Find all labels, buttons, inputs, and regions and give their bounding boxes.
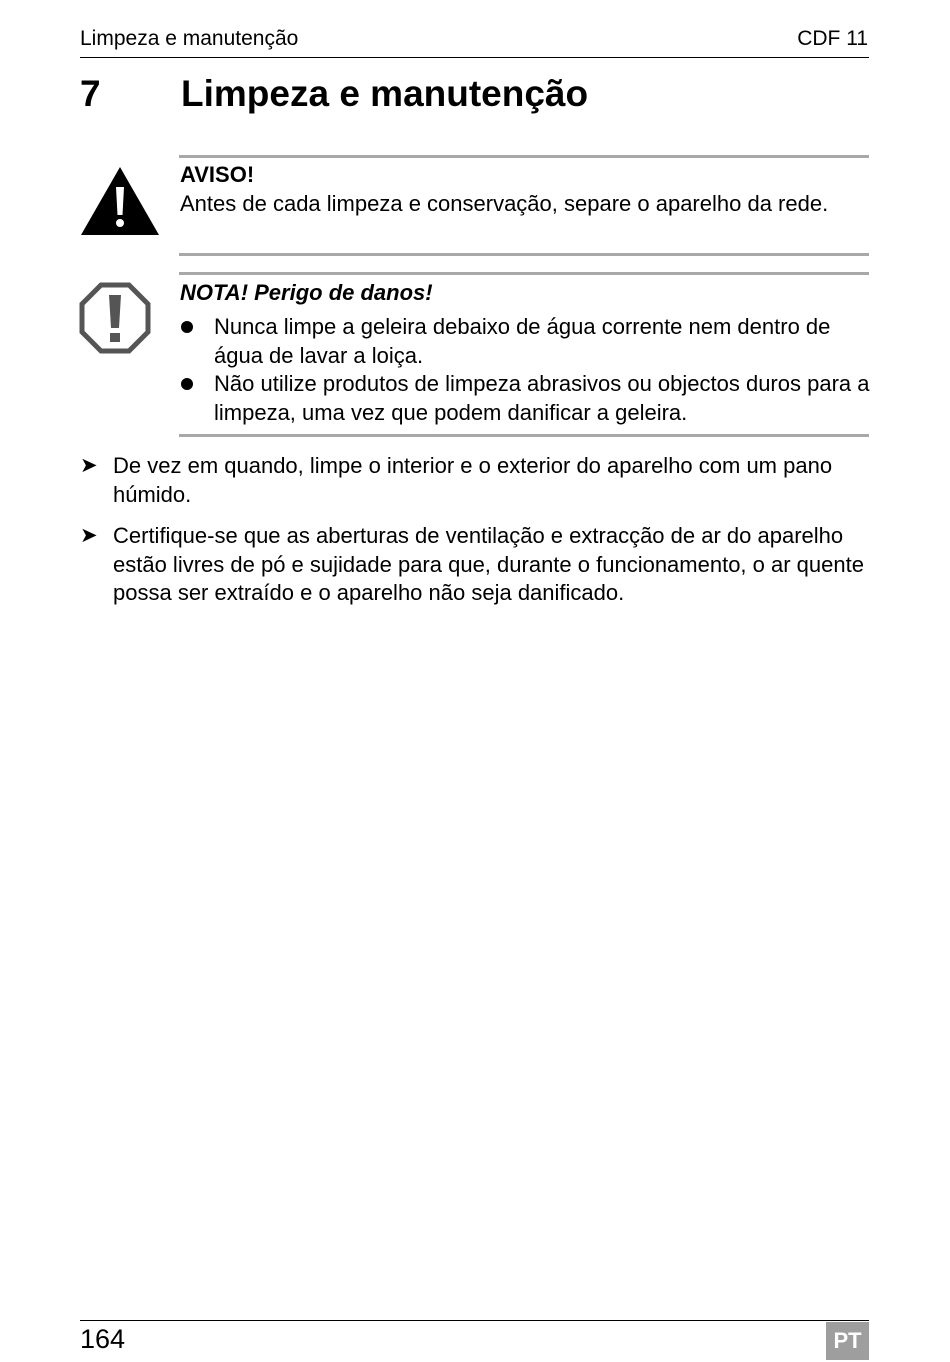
header-divider: [80, 57, 869, 58]
list-item-text: Não utilize produtos de limpeza abrasivos ou objectos duros para a limpeza, uma vez que podem danificar a geleira.: [214, 371, 870, 425]
instruction-step: [80, 452, 870, 509]
list-item: [180, 370, 870, 427]
notice-title: NOTA! Perigo de danos!: [180, 280, 433, 305]
chapter-title: Limpeza e manutenção: [181, 73, 589, 114]
running-header-model: CDF 11: [797, 27, 868, 50]
warning-title: AVISO!: [180, 162, 255, 187]
warning-triangle-icon: [79, 165, 161, 242]
running-header-section: Limpeza e manutenção: [80, 27, 299, 50]
bullet-dot-icon: [181, 321, 193, 333]
bullet-dot-icon: [181, 378, 193, 390]
instruction-step: [80, 522, 870, 608]
chapter-number: 7: [80, 73, 101, 114]
arrow-right-icon: ➤: [80, 524, 98, 547]
notice-list: [180, 313, 870, 427]
warning-text: Antes de cada limpeza e conservação, separe o aparelho da rede.: [180, 191, 829, 216]
exclamation-octagon-icon: [79, 282, 151, 359]
warning-top-rule: [179, 155, 869, 158]
notice-bottom-rule: [179, 434, 869, 437]
warning-bottom-rule: [179, 253, 869, 256]
instruction-step-text: Certifique-se que as aberturas de ventilação e extracção de ar do aparelho estão livres de pó e sujidade para que, durante o funcionamento, o ar quente possa ser extraído e o aparelho não seja danificado.: [113, 523, 864, 605]
instruction-step-text: De vez em quando, limpe o interior e o exterior do aparelho com um pano húmido.: [113, 453, 833, 507]
footer-divider: [80, 1320, 869, 1321]
page-number: 164: [80, 1324, 126, 1354]
arrow-right-icon: ➤: [80, 454, 98, 477]
list-item: [180, 313, 870, 370]
notice-top-rule: [179, 272, 869, 275]
list-item-text: Nunca limpe a geleira debaixo de água corrente nem dentro de água de lavar a loiça.: [214, 314, 831, 368]
language-badge: PT: [826, 1322, 869, 1360]
